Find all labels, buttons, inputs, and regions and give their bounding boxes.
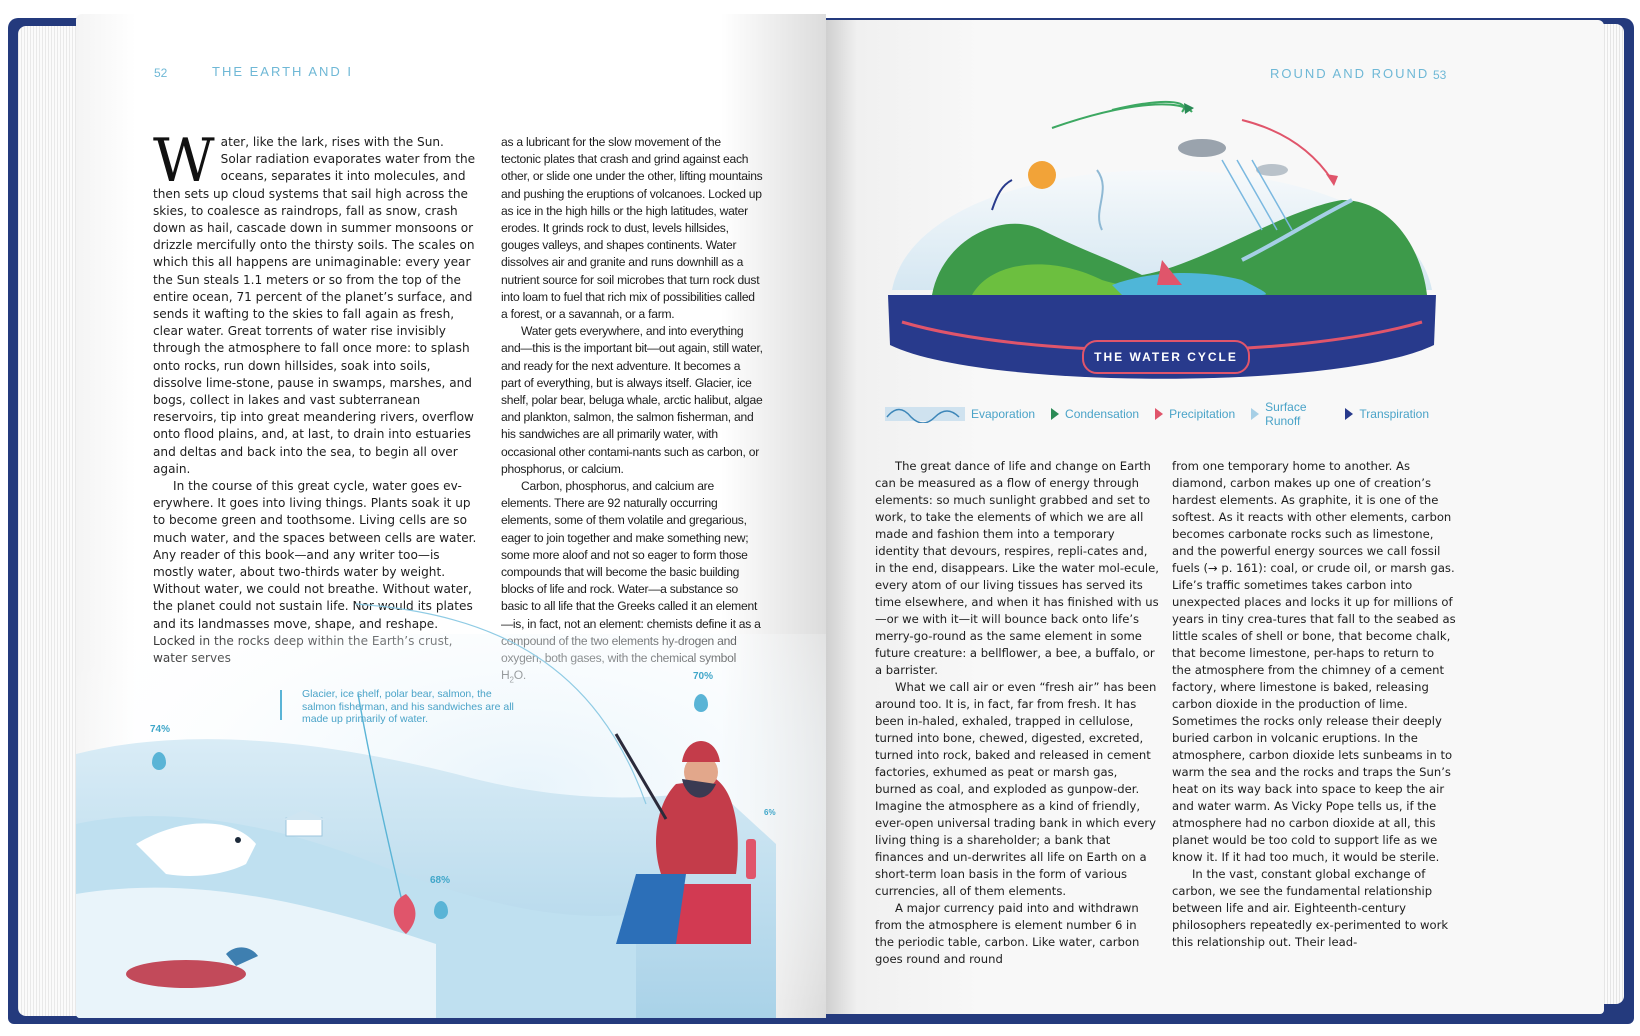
percent-label-bottle: 6% xyxy=(764,808,776,817)
right-column-1 xyxy=(875,458,1159,968)
water-drop-icon xyxy=(694,694,708,712)
paragraph: ater, like the lark, rises with the Sun. Solar radiation evaporates water from the oceans, separates it into molecules, and then sets up cloud systems that sail high across the skies, to coalesce as raindrops, fall as snow, crash down as hail, cascade down in summer monsoons or drizzle mercifully onto the thirsty soils. The scales on which this all happens are unimaginable: every year the Sun steals 1.1 meters or so from the top of the entire ocean, 71 percent of the planet’s surface, and sends it wafting to the skies to fall again as fresh, clear water. Great torrents of water rise invisibly through the atmosphere to fall once more: to splash onto rocks, run down hillsides, soak into soils, dissolve lime-stone, pause in swamps, marshes, and bogs, collect in lakes and vast subterranean reservoirs, tip into great meandering rivers, overflow onto flood plains, and, at last, to drain into estuaries and deltas and back into the sea, to begin all over again. xyxy=(153,135,476,476)
paragraph: as a lubricant for the slow movement of the tectonic plates that crash and grind against each other, or slide one under the other, lifting mountains and pushing the eruptions of volcanoes. Locked up as ice in the high hills or the high latitudes, water erodes. It grinds rock to dust, levels hillsides, gouges valleys, and shapes continents. Water dissolves air and granite and runs downhill as a nutrient source for soil microbes that turn rock dust into loam to fuel that rich mix of possibilities called a forest, or a savannah, or a farm. xyxy=(501,135,763,322)
legend-item-transpiration xyxy=(1345,407,1429,421)
paragraph: What we call air or even “fresh air” has been around too. It is, in fact, far from fresh. It has been in-haled, exhaled, trapped in cellulose, turned into bone, chewed, digested, excreted, turned into rock, baked and released in cement factories, exhumed as peat or marsh gas, burned as coal, and exploded as gunpow-der. Imagine the atmosphere as a kind of friendly, ever-open universal trading bank in which every living thing is a shareholder; a bank that finances and un-derwrites all life on Earth on a short-term loan basis in the form of various currencies, all of them elements. xyxy=(875,680,1157,898)
legend-label: Evaporation xyxy=(971,407,1036,421)
triangle-icon xyxy=(1345,408,1353,420)
water-drop-icon xyxy=(152,752,166,770)
legend-item-surface-runoff xyxy=(1251,400,1329,428)
cloud-icon xyxy=(1178,139,1226,157)
right-column-2 xyxy=(1172,458,1456,951)
legend-item-precipitation xyxy=(1155,407,1235,421)
fishing-illustration xyxy=(76,574,826,1018)
legend-label: Surface Runoff xyxy=(1265,400,1307,428)
legend-item-condensation xyxy=(1051,407,1139,421)
paragraph: Carbon, phosphorus, and calcium are elements. There are 92 naturally occurring elements, some of them volatile and gregarious, eager to join together and make something new; some more aloof and not so eager to form those compounds that will become the basic building blocks of life and rock. Water—a substance so basic to all life that the Greeks called it an element—is, in fact, not an element: chemists define it as a xyxy=(501,479,761,631)
diagram-label-banner xyxy=(1082,340,1250,374)
diagram-label: THE WATER CYCLE xyxy=(1094,350,1238,364)
percent-label-fish: 68% xyxy=(430,875,451,886)
paragraph: In the vast, constant global exchange of carbon, we see the fundamental relationship between life and air. Eighteenth-century philosophers repeatedly ex-perimented to work this relationship out. Their lead- xyxy=(1172,867,1449,949)
legend-label: Transpiration xyxy=(1359,407,1429,421)
legend-item-evaporation xyxy=(885,405,1035,423)
triangle-icon xyxy=(1251,408,1259,420)
legend-label: Condensation xyxy=(1065,407,1140,421)
water-drop-icon xyxy=(434,901,448,919)
percent-label-bear: 74% xyxy=(150,724,171,735)
running-head: THE EARTH AND I xyxy=(212,64,354,79)
page-number: 53 xyxy=(1433,68,1447,82)
paragraph: Water gets everywhere, and into everything and—this is the important bit—out again, still water, and ready for the next adventure. It becomes a part of everything, but is always itself. Glacier, ice shelf, polar bear, beluga whale, arctic halibut, algae and plankton, salmon, the salmon fisherman, and his sandwiches are all primarily water, with occasional other contami-nants such as carbon, or phosphorus, or calcium. xyxy=(501,324,763,476)
paragraph: The great dance of life and change on Earth can be measured as a flow of energy through elements: so much sunlight grabbed and set to work, to take the elements of which we are all made and fashion them into a temporary identity that devours, respires, repli-cates and, in the end, disappears. Like the water mol-ecule, every atom of our living tissues has served its time elsewhere, and when it has finished with us—or we with it—it will bounce back onto life’s merry-go-round as the same element in some future creature: a bellflower, a bee, a buffalo, or a barrister. xyxy=(875,459,1159,677)
triangle-icon xyxy=(1051,408,1059,420)
running-head: ROUND AND ROUND xyxy=(1270,66,1430,81)
left-page xyxy=(76,14,826,1018)
paragraph: from one temporary home to another. As diamond, carbon makes up one of creation’s hardest elements. As graphite, it is one of the softest. As it reacts with other elements, carbon becomes carbonate rocks such as limestone, and the powerful energy sources we call fossil fuels (→ p. 161): coal, or crude oil, or marsh gas. Life’s traffic sometimes takes carbon into unexpected places and locks it up for millions of years in tiny crea-tures that fall to the seabed as little scales of shell or bone, that become chalk, that become limestone, per-haps to return to the atmosphere from the chimney of a cement factory, where limestone is baked, releasing carbon dioxide in the production of lime. Sometimes the rocks only release their deeply buried carbon in volcanic eruptions. In the atmosphere, carbon dioxide lets sunbeams in to warm the sea and the rocks and traps the Sun’s heat on its way back into space to keep the air and water warm. As Vicky Pope tells us, if the atmosphere had no carbon dioxide at all, this planet would be too cold to support life as we know it. If it had too much, it would be sterile. xyxy=(1172,459,1456,864)
wave-icon xyxy=(885,405,965,423)
paragraph: In the course of this great cycle, water goes ev-erywhere. It goes into living things. Plants soak it up to become green and toothsome. Living cells are so much water, and the spaces between cells are water. Any reader of this book—and any writer too—is mostly water, about two-thirds water by weight. Without water, we could not breathe. Without water, the planet could not sustain life. Nor would its plates and its landmasses move, shape, and reshape. xyxy=(153,479,477,631)
triangle-icon xyxy=(1155,408,1163,420)
sun-icon xyxy=(1028,161,1056,189)
caption-rule xyxy=(280,690,282,720)
paragraph: A major currency paid into and withdrawn from the atmosphere is element number 6 in the periodic table, carbon. Like water, carbon goes round and round xyxy=(875,901,1140,966)
page-number: 52 xyxy=(154,66,168,80)
drop-cap: W xyxy=(153,126,215,196)
diagram-legend xyxy=(885,402,1445,426)
illustration-caption: Glacier, ice shelf, polar bear, salmon, the salmon fisherman, and his sandwiches are all made up primarily of water. xyxy=(302,688,514,725)
legend-label: Precipitation xyxy=(1169,407,1236,421)
percent-label-fisherman: 70% xyxy=(693,671,714,682)
